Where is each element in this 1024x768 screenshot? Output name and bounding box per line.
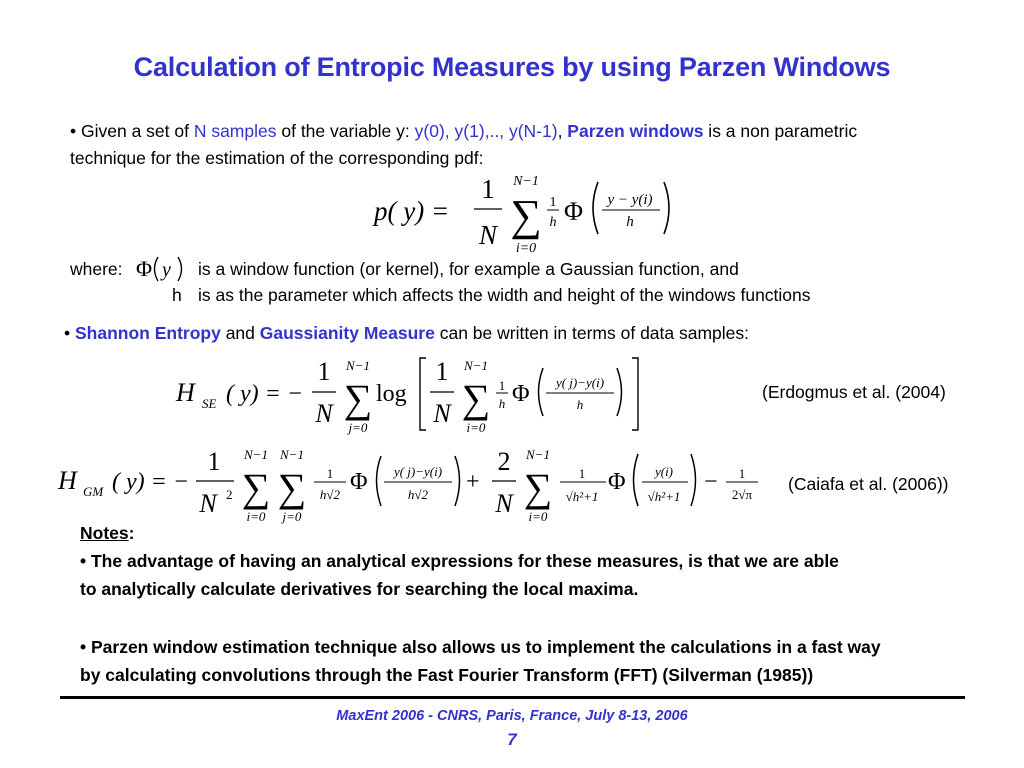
gm-right-paren1 — [455, 456, 460, 506]
gm-sum1-top: N−1 — [244, 447, 268, 462]
se-sum2-icon: ∑ — [461, 376, 491, 421]
se-sum1-icon: ∑ — [343, 376, 373, 421]
bullet-entropy-measures — [64, 320, 749, 346]
bullet1-text-d: is a non parametric — [703, 121, 858, 141]
footer-divider — [60, 696, 965, 699]
gm-sum1-bot: i=0 — [246, 509, 266, 524]
gm-left-paren2 — [634, 454, 639, 506]
gm-lhs: H — [58, 466, 77, 495]
pdf-formula-svg — [370, 168, 690, 258]
gm-left-paren1 — [377, 456, 382, 506]
gm-arg2-num: y(i) — [654, 464, 674, 479]
note1-line2: to analytically calculate derivatives for searching the local maxima. — [80, 579, 639, 599]
bullet1-text-a: • Given a set of — [70, 121, 194, 141]
gm-num2: 2 — [497, 447, 511, 476]
pdf-arg-num: y − y(i) — [607, 192, 653, 208]
bullet1-line2: technique for the estimation of the corresponding pdf: — [70, 148, 484, 168]
n-samples-term: N samples — [193, 121, 277, 141]
gm-phi1: Φ — [350, 469, 368, 495]
se-den2: N — [433, 399, 451, 428]
se-h-den: h — [498, 396, 506, 411]
pdf-left-paren — [593, 182, 598, 234]
gm-d-num: 1 — [578, 466, 586, 481]
gm-den2: N — [495, 489, 513, 518]
notes-colon: : — [128, 523, 135, 543]
notes-heading — [80, 520, 134, 546]
where-label: where: — [70, 259, 123, 279]
page-number: 7 — [507, 730, 517, 749]
gm-right-paren2 — [691, 454, 696, 506]
gm-sum2-icon: ∑ — [277, 465, 307, 510]
citation-caiafa: (Caiafa et al. (2006)) — [788, 474, 949, 494]
kernel-svg — [134, 253, 194, 285]
se-formula-svg — [174, 352, 644, 436]
se-h-num: 1 — [498, 378, 506, 393]
gm-c-num: 1 — [326, 466, 334, 481]
se-log: log — [376, 381, 407, 407]
parzen-windows-term: Parzen windows — [567, 121, 704, 141]
pdf-h-num: 1 — [549, 195, 557, 210]
pdf-den: N — [478, 220, 498, 250]
gm-num: 1 — [207, 447, 221, 476]
bullet1-text-c: , — [557, 121, 568, 141]
gm-phi2: Φ — [608, 469, 626, 495]
pdf-formula — [370, 168, 690, 263]
gm-sum3-bot: i=0 — [528, 509, 548, 524]
bullet2-text-b: and — [220, 323, 260, 343]
note1-line1: • The advantage of having an analytical expressions for these measures, is that we are able — [80, 551, 839, 571]
gm-den: N — [199, 489, 217, 518]
gm-sum2-top: N−1 — [280, 447, 304, 462]
pdf-sum-icon: ∑ — [510, 191, 542, 240]
gm-arg-den: h√2 — [407, 487, 429, 502]
shannon-entropy-term: Shannon Entropy — [75, 323, 221, 343]
citation-erdogmus: (Erdogmus et al. (2004) — [762, 382, 946, 402]
se-arg-num: y( j)−y(i) — [555, 375, 605, 390]
gm-plus: + — [466, 469, 480, 495]
bullet2-text-c: can be written in terms of data samples: — [434, 323, 750, 343]
note2-line2: by calculating convolutions through the Fast Fourier Transform (FFT) (Silverman (1985)) — [80, 665, 814, 685]
bullet1-text-b: of the variable y: — [276, 121, 415, 141]
gm-formula-svg — [56, 440, 768, 526]
se-num2: 1 — [435, 357, 449, 386]
kernel-arg: y — [162, 259, 171, 281]
se-sub: SE — [202, 396, 217, 411]
bullet-given-samples — [70, 118, 857, 144]
pdf-phi: Φ — [564, 197, 584, 226]
gm-sum3-top: N−1 — [526, 447, 550, 462]
se-right-paren — [617, 368, 622, 416]
se-left-bracket — [420, 358, 426, 430]
pdf-sum-top: N−1 — [513, 174, 539, 189]
sample-list: y(0), y(1),.., y(N-1) — [414, 121, 558, 141]
footer-conference: MaxEnt 2006 - CNRS, Paris, France, July 8-13, 2006 — [336, 708, 688, 724]
se-phi: Φ — [512, 381, 530, 407]
gm-d-den: √h²+1 — [565, 489, 599, 504]
se-sum2-top: N−1 — [464, 358, 488, 373]
gm-arg2-den: √h²+1 — [647, 489, 681, 504]
se-arg: ( y) = − — [226, 381, 304, 407]
se-sum1-top: N−1 — [346, 358, 370, 373]
kernel-right-paren — [178, 257, 182, 281]
notes-label: Notes — [80, 523, 129, 543]
se-num: 1 — [317, 357, 331, 386]
pdf-num: 1 — [481, 174, 495, 204]
se-sum1-bot: j=0 — [348, 420, 368, 435]
kernel-description: is a window function (or kernel), for example a Gaussian function, and — [198, 259, 739, 279]
se-lhs: H — [176, 378, 195, 407]
gm-minus: − — [704, 469, 718, 495]
kernel-left-paren — [155, 257, 159, 281]
se-right-bracket — [632, 358, 638, 430]
kernel-phi: Φ — [136, 256, 153, 281]
gm-e-den: 2√π — [731, 487, 753, 502]
se-sum2-bot: i=0 — [466, 420, 486, 435]
h-description: is as the parameter which affects the width and height of the windows functions — [198, 285, 811, 305]
pdf-h-den: h — [549, 215, 557, 230]
gm-arg: ( y) = − — [112, 469, 190, 495]
gm-c-den: h√2 — [319, 487, 341, 502]
gm-sum2-bot: j=0 — [282, 509, 302, 524]
gm-sum1-icon: ∑ — [241, 465, 271, 510]
se-left-paren — [539, 368, 544, 416]
note2-line1: • Parzen window estimation technique also allows us to implement the calculations in a fast way — [80, 637, 881, 657]
shannon-entropy-formula — [174, 352, 644, 441]
se-arg-den: h — [576, 397, 584, 412]
gm-e-num: 1 — [738, 466, 746, 481]
gaussianity-measure-formula — [56, 440, 768, 531]
gm-sum3-icon: ∑ — [523, 465, 553, 510]
gaussianity-measure-term: Gaussianity Measure — [259, 323, 435, 343]
gm-arg-num: y( j)−y(i) — [393, 464, 443, 479]
pdf-right-paren — [664, 182, 669, 234]
slide-title: Calculation of Entropic Measures by using Parzen Windows — [133, 52, 891, 82]
h-symbol: h — [172, 285, 182, 305]
gm-den-exp: 2 — [226, 487, 233, 502]
bullet2-text-a: • — [64, 323, 75, 343]
se-den: N — [315, 399, 333, 428]
kernel-symbol — [134, 253, 194, 290]
gm-sub: GM — [83, 484, 104, 499]
pdf-arg-den: h — [626, 214, 634, 230]
pdf-sum-bot: i=0 — [515, 241, 537, 256]
pdf-lhs: p( y) = — [374, 196, 450, 226]
